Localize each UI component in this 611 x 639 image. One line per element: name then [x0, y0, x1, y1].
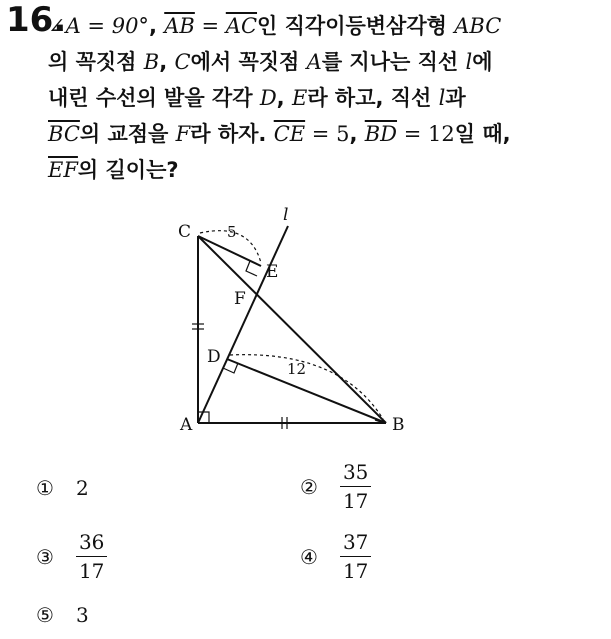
point-d: D — [259, 86, 277, 110]
stem-line-4 — [48, 116, 608, 152]
label-e: E — [266, 262, 279, 282]
equals: = — [305, 122, 337, 146]
arc-bd — [230, 355, 383, 419]
point-f: F — [175, 122, 191, 146]
label-ce-length: 5 — [227, 223, 237, 241]
choice-value: 3 — [75, 603, 89, 627]
point-e: E — [291, 86, 308, 110]
question-number: 16. — [6, 0, 67, 40]
point-c: C — [174, 50, 191, 74]
stem-line-5 — [48, 152, 608, 188]
denominator: 17 — [342, 489, 369, 513]
perpendicular-bd — [227, 359, 386, 423]
choice-1[interactable] — [36, 476, 89, 500]
separator: , — [159, 50, 175, 74]
fraction — [76, 530, 107, 583]
choice-5[interactable] — [36, 603, 89, 627]
point-b: B — [143, 50, 160, 74]
angle-a: ∠A = 90° — [48, 14, 149, 38]
line-l: l — [465, 50, 473, 74]
text: 일 때, — [454, 122, 511, 146]
fraction — [340, 460, 371, 513]
denominator: 17 — [342, 559, 369, 583]
choice-marker: ③ — [36, 544, 54, 569]
point-a: A — [306, 50, 322, 74]
choice-marker: ① — [36, 476, 54, 500]
text: 의 꼭짓점 — [48, 50, 144, 74]
segment-ab: $\overline{AB}$ — [164, 14, 195, 38]
text: 의 길이는? — [77, 158, 179, 182]
label-c: C — [178, 222, 192, 242]
text: 의 교점을 — [79, 122, 176, 146]
ce-value: 5 — [336, 122, 350, 146]
stem-line-1: ∠A = 90°, $\overline{AB} = \overline{AC}$인 직각이등변삼각형 ABC — [48, 14, 502, 38]
segment-bd: $\overline{BD}$ — [364, 122, 398, 146]
choice-marker: ④ — [300, 544, 318, 569]
label-l: l — [283, 205, 289, 225]
text: 과 — [445, 86, 466, 110]
side-bc — [198, 236, 386, 423]
text: 에서 꼭짓점 — [190, 50, 307, 74]
choice-value: 2 — [75, 476, 89, 500]
label-a: A — [180, 415, 193, 435]
triangle-figure — [170, 200, 430, 450]
line-l — [198, 226, 288, 423]
stem-line-3 — [48, 80, 608, 116]
choice-4[interactable] — [300, 530, 371, 583]
segment-ac: $\overline{AC}$ — [225, 14, 258, 38]
label-b: B — [392, 415, 405, 435]
numerator: 37 — [340, 530, 371, 557]
numerator: 35 — [340, 460, 371, 487]
text: 라 하고, 직선 — [307, 86, 439, 110]
fraction — [340, 530, 371, 583]
segment-ef: $\overline{EF}$ — [48, 158, 78, 182]
label-bd-length: 12 — [287, 360, 307, 378]
separator: , — [349, 122, 365, 146]
segment-ce: $\overline{CE}$ — [273, 122, 306, 146]
bd-value: 12 — [427, 122, 455, 146]
equals: = — [194, 14, 226, 38]
question-stem — [48, 8, 608, 188]
triangle-abc: ABC — [454, 14, 502, 38]
numerator: 36 — [76, 530, 107, 557]
choice-marker: ⑤ — [36, 603, 54, 627]
text: 에 — [472, 50, 493, 74]
label-d: D — [207, 347, 221, 367]
choice-3[interactable] — [36, 530, 107, 583]
text: 라 하자. — [190, 122, 274, 146]
text: 내린 수선의 발을 각각 — [48, 86, 260, 110]
segment-bc: $\overline{BC}$ — [48, 122, 80, 146]
stem-line-2 — [48, 44, 608, 80]
label-f: F — [234, 289, 246, 309]
text: 를 지나는 직선 — [321, 50, 466, 74]
denominator: 17 — [78, 559, 105, 583]
choice-2[interactable] — [300, 460, 371, 513]
separator: , — [276, 86, 292, 110]
line-l: l — [438, 86, 446, 110]
equals: = — [397, 122, 428, 146]
choice-marker: ② — [300, 474, 318, 499]
text: 인 직각이등변삼각형 — [257, 14, 455, 38]
